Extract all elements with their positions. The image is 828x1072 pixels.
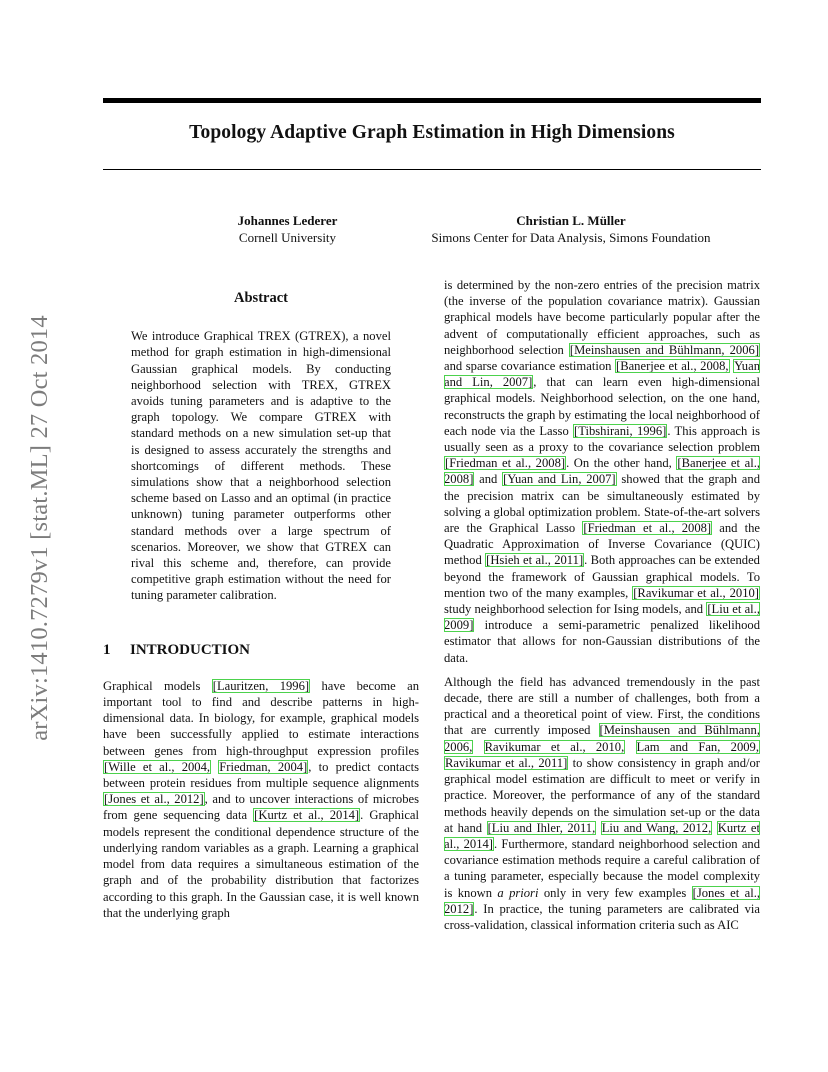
citation-link[interactable]: Ravikumar et al., 2011] xyxy=(445,755,568,770)
author-name: Johannes Lederer xyxy=(237,213,338,228)
body-text: . This approach is usually seen as a proxy to the covariance selection problem xyxy=(444,423,760,455)
emphasis-text: a priori xyxy=(497,885,539,900)
body-text: and xyxy=(474,472,503,487)
intro-paragraph-3 xyxy=(444,674,760,933)
body-text: only in very few examples xyxy=(538,885,692,900)
section-heading xyxy=(103,642,419,658)
body-text: have become an important tool to find and describe patterns in high-dimensional data. In biology, for example, graphical models have been successfully applied to estimate interactions between genes from high-throughput expression profiles xyxy=(103,678,420,758)
abstract-heading: Abstract xyxy=(234,290,288,306)
author-name: Christian L. Müller xyxy=(516,213,626,228)
citation-link[interactable]: Friedman, 2004] xyxy=(219,759,308,774)
citation-link[interactable]: [Meinshausen and Bühlmann, 2006] xyxy=(569,342,760,357)
body-text xyxy=(625,740,635,754)
body-text: . On the other hand, xyxy=(566,456,677,471)
citation-link[interactable]: [Lauritzen, 1996] xyxy=(212,678,310,693)
body-text: , to predict contacts between protein residues from multiple sequence alignments xyxy=(103,759,419,791)
body-text: showed that the graph and the precision matrix can be simultaneously estimated by solving a global optimization problem. State-of-the-art solvers are the Graphical Lasso xyxy=(444,472,760,536)
body-text: to show consistency in graph and/or graphical model estimation are difficult to meet or verify in practice. Moreover, the performance of any of the standard methods heavily depends on the simulation set-up or the data at hand xyxy=(444,755,760,835)
citation-link[interactable]: Yuan and Lin, 2007] xyxy=(444,359,760,390)
citation-link[interactable]: [Jones et al., 2012] xyxy=(444,885,761,916)
body-text: introduce a semi-parametric penalized likelihood estimator that allows for non-Gaussian distributions of the data. xyxy=(444,618,760,665)
citation-link[interactable]: Liu and Wang, 2012, xyxy=(601,820,712,835)
right-column xyxy=(444,277,760,933)
arxiv-identifier-stamp: arXiv:1410.7279v1 [stat.ML] 27 Oct 2014 xyxy=(26,315,53,741)
body-text: , and to uncover interactions of microbes from gene sequencing data xyxy=(103,792,420,823)
body-text: . In practice, the tuning parameters are calibrated via cross-validation, classical information criteria such as AIC xyxy=(444,901,760,932)
author-affiliation: Simons Center for Data Analysis, Simons Foundation xyxy=(431,230,711,245)
body-text xyxy=(473,740,483,754)
citation-link[interactable]: [Jones et al., 2012] xyxy=(104,792,204,807)
citation-link[interactable]: [Friedman et al., 2008] xyxy=(583,521,712,536)
body-text: and sparse covariance estimation xyxy=(444,359,615,374)
citation-link[interactable]: [Hsieh et al., 2011] xyxy=(486,553,584,568)
intro-paragraph-2 xyxy=(444,277,760,666)
author-block-2 xyxy=(405,212,737,246)
paper-title: Topology Adaptive Graph Estimation in High Dimensions xyxy=(189,122,675,143)
body-text: . Both approaches can be extended beyond the framework of Gaussian graphical models. To mention two of the many examples, xyxy=(444,553,760,600)
citation-link[interactable]: [Banerjee et al., 2008] xyxy=(444,456,760,487)
body-text: is determined by the non-zero entries of the precision matrix (the inverse of the population covariance matrix). Gaussian graphical models have become particularly popular after the advent of computationally efficient approaches, such as neighborhood selection xyxy=(444,278,760,357)
title-bottom-rule xyxy=(103,169,761,170)
author-affiliation: Cornell University xyxy=(238,230,337,245)
body-text: . Furthermore, standard neighborhood selection and covariance estimation methods require a careful calibration of a tuning parameter, especially because the model complexity is known xyxy=(444,836,760,900)
author-block-1 xyxy=(200,212,375,246)
citation-link[interactable]: Ravikumar et al., 2010, xyxy=(484,739,625,754)
body-text: Graphical models xyxy=(103,678,212,693)
citation-link[interactable]: [Liu and Ihler, 2011, xyxy=(487,820,596,835)
top-rule xyxy=(103,98,761,103)
citation-link[interactable]: [Friedman et al., 2008] xyxy=(445,456,566,471)
citation-link[interactable]: [Kurtz et al., 2014] xyxy=(254,808,360,823)
citation-link[interactable]: [Tibshirani, 1996] xyxy=(574,423,667,438)
section-title: INTRODUCTION xyxy=(130,641,251,658)
intro-paragraph-1 xyxy=(103,678,419,921)
body-text: . Graphical models represent the conditional dependence structure of the underlying random variables as a graph. Learning a graphical model from data requires a simultaneous estimation of the graph and of the probability distribution that factorizes according to this graph. In the Gaussian case, it is well known that the underlying graph xyxy=(103,808,419,920)
body-text: Although the field has advanced tremendously in the past decade, there are still a number of challenges, both from a practical and a theoretical point of view. First, the conditions that are currently imposed xyxy=(444,674,760,738)
body-text: , that can learn even high-dimensional graphical models. Neighborhood selection, on the one hand, reconstructs the graph by estimating the local neighborhood of each node via the Lasso xyxy=(444,375,761,438)
citation-link[interactable]: [Ravikumar et al., 2010] xyxy=(633,585,759,600)
citation-link[interactable]: [Meinshausen and Bühlmann, 2006, xyxy=(444,723,761,754)
citation-link[interactable]: Kurtz et al., 2014] xyxy=(444,820,760,851)
abstract-text: We introduce Graphical TREX (GTREX), a novel method for graph estimation in high-dimensional Gaussian graphical models. By conducting neighborhood selection with TREX, GTREX avoids tuning parameters and is adaptive to the graph topology. We compare GTREX with standard methods on a new simulation set-up that is designed to assess accurately the strengths and shortcomings of different methods. These simulations show that a neighborhood selection scheme based on Lasso and an optimal (in practice unknown) tuning parameter outperforms other standard methods over a large spectrum of scenarios. Moreover, we show that GTREX can rival this scheme and, therefore, can provide competitive graph estimation without the need for tuning parameter calibration. xyxy=(131,329,391,603)
left-column xyxy=(103,290,419,921)
section-number: 1 xyxy=(103,641,111,658)
citation-link[interactable]: [Wille et al., 2004, xyxy=(104,759,211,774)
body-text: study neighborhood selection for Ising models, and xyxy=(444,602,707,617)
citation-link[interactable]: Lam and Fan, 2009, xyxy=(636,739,759,754)
body-text: and the Quadratic Approximation of Inverse Covariance (QUIC) method xyxy=(444,521,760,568)
citation-link[interactable]: [Banerjee et al., 2008, xyxy=(616,359,729,374)
citation-link[interactable]: [Yuan and Lin, 2007] xyxy=(503,472,616,487)
citation-link[interactable]: [Liu et al., 2009] xyxy=(444,602,760,633)
